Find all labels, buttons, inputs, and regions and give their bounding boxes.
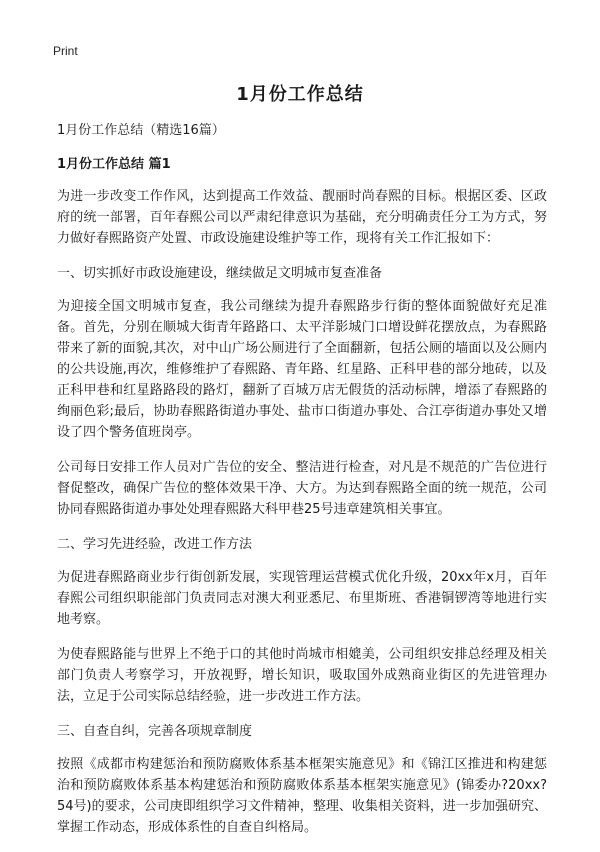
- paragraph-overseas-study: 为促进春熙路商业步行街创新发展，实现管理运营模式优化升级，20xx年x月，百年春熙公司组织职能部门负责同志对澳大利亚悉尼、布里斯班、香港铜锣湾等地进行实地考察。: [57, 570, 547, 627]
- subheading-3: 三、自查自纠，完善各项规章制度: [57, 724, 253, 739]
- paragraph-self-inspection: 按照《成都市构建惩治和预防腐败体系基本框架实施意见》和《锦江区推进和构建惩治和预防腐败体系基本构建惩治和预防腐败体系基本框架实施意见》(锦委办?20xx?54号)的要求，公司庚即组织学习文件精神，整理、收集相关资料，进一步加强研究、掌握工作动态，形成体系性的自查自纠格局。: [57, 757, 547, 835]
- paragraph-city-review: 为迎接全国文明城市复查，我公司继续为提升春熙路步行街的整体面貌做好充足准备。首先，分别在顺城大街青年路路口、太平洋影城门口增设鲜花摆放点，为春熙路带来了新的面貌,其次，对中山广场公厕进行了全面翻新，包括公厕的墙面以及公厕内的公共设施,再次，维修维护了春熙路、青年路、红星路、正科甲巷的部分地砖，以及正科甲巷和红星路路段的路灯，翻新了百城万店无假货的活动标牌，增添了春熙路的绚丽色彩;最后，协助春熙路街道办事处、盐市口街道办事处、合江亭街道办事处又增设了四个警务值班岗亭。: [57, 299, 547, 440]
- section-heading: 1月份工作总结 篇1: [57, 157, 171, 172]
- subheading-2: 二、学习先进经验，改进工作方法: [57, 537, 253, 552]
- paragraph-intro: 为进一步改变工作作风，达到提高工作效益、靓丽时尚春熙的目标。根据区委、区政府的统一部署，百年春熙公司以严肃纪律意识为基础，充分明确责任分工为方式，努力做好春熙路资产处置、市政设施建设维护等工作，现将有关工作汇报如下：: [57, 189, 547, 246]
- print-link[interactable]: Print: [53, 44, 78, 58]
- paragraph-advertising: 公司每日安排工作人员对广告位的安全、整洁进行检查，对凡是不规范的广告位进行督促整改，确保广告位的整体效果干净、大方。为达到春熙路全面的统一规范，公司协同春熙路街道办事处处理春熙路大科甲巷25号违章建筑相关事宜。: [57, 460, 547, 517]
- paragraph-management: 为使春熙路能与世界上不绝于口的其他时尚城市相媲美，公司组织安排总经理及相关部门负责人考察学习，开放视野，增长知识，吸取国外成熟商业街区的先进管理办法，立足于公司实际总结经验，进一步改进工作方法。: [57, 647, 547, 704]
- document-subtitle: 1月份工作总结（精选16篇）: [57, 123, 225, 138]
- page-title: 1月份工作总结: [236, 84, 364, 105]
- subheading-1: 一、切实抓好市政设施建设，继续做足文明城市复查准备: [57, 266, 383, 281]
- document-body: [57, 120, 547, 852]
